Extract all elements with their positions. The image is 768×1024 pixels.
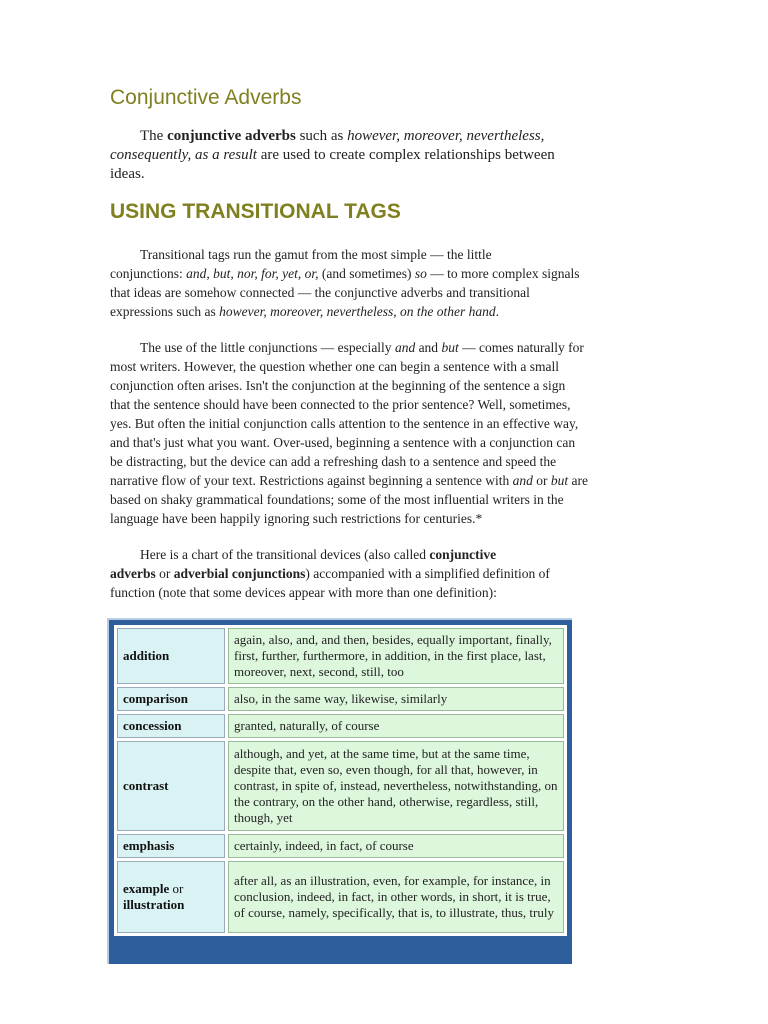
table-row: [117, 687, 564, 711]
table-row: [117, 861, 564, 933]
words-cell: again, also, and, and then, besides, equally important, finally, first, further, furthermore, in addition, in the first place, last, moreover, next, second, still, too: [228, 628, 564, 684]
category-cell: example or illustration: [117, 861, 225, 933]
words-cell: although, and yet, at the same time, but at the same time, despite that, even so, even though, for all that, however, in contrast, in spite of, instead, nevertheless, notwithstanding, on the contrary, on the other hand, otherwise, regardless, still, though, yet: [228, 741, 564, 831]
table-row: [117, 714, 564, 738]
intro-paragraph: The conjunctive adverbs such as however, moreover, nevertheless, consequently, as a result are used to create complex relationships between ideas.: [110, 128, 555, 182]
table-row: [117, 834, 564, 858]
table-row: [117, 628, 564, 684]
category-cell: comparison: [117, 687, 225, 711]
category-cell: emphasis: [117, 834, 225, 858]
transitional-devices-table-frame: [107, 618, 572, 964]
transitional-devices-table: [114, 625, 567, 936]
paragraph-chart-intro: Here is a chart of the transitional devices (also called conjunctive adverbs or adverbial conjunctions) accompanied with a simplified definition of function (note that some devices appear with more than one definition):: [110, 547, 550, 600]
category-cell: addition: [117, 628, 225, 684]
section-heading: USING TRANSITIONAL TAGS: [110, 200, 401, 223]
table-row: [117, 741, 564, 831]
paragraph-transitional-tags: Transitional tags run the gamut from the most simple — the little conjunctions: and, but, nor, for, yet, or, (and sometimes) so — to more complex signals that ideas are somehow connected — the conjunctive adverbs and transitional expressions such as however, moreover, nevertheless, on the other hand.: [110, 247, 580, 319]
words-cell: after all, as an illustration, even, for example, for instance, in conclusion, indeed, in fact, in other words, in short, it is true, of course, namely, specifically, that is, to illustrate, thus, truly: [228, 861, 564, 933]
words-cell: granted, naturally, of course: [228, 714, 564, 738]
words-cell: also, in the same way, likewise, similarly: [228, 687, 564, 711]
page-title: Conjunctive Adverbs: [110, 86, 302, 109]
category-cell: concession: [117, 714, 225, 738]
words-cell: certainly, indeed, in fact, of course: [228, 834, 564, 858]
paragraph-little-conjunctions: The use of the little conjunctions — especially and and but — comes naturally for most writers. However, the question whether one can begin a sentence with a small conjunction often arises. Isn't the conjunction at the beginning of the sentence a sign that the sentence should have been connected to the prior sentence? Well, sometimes, yes. But often the initial conjunction calls attention to the sentence in an effective way, and that's just what you want. Over-used, beginning a sentence with a conjunction can be distracting, but the device can add a refreshing dash to a sentence and speed the narrative flow of your text. Restrictions against beginning a sentence with and or but are based on shaky grammatical foundations; some of the most influential writers in the language have been happily ignoring such restrictions for centuries.*: [110, 340, 589, 526]
category-cell: contrast: [117, 741, 225, 831]
